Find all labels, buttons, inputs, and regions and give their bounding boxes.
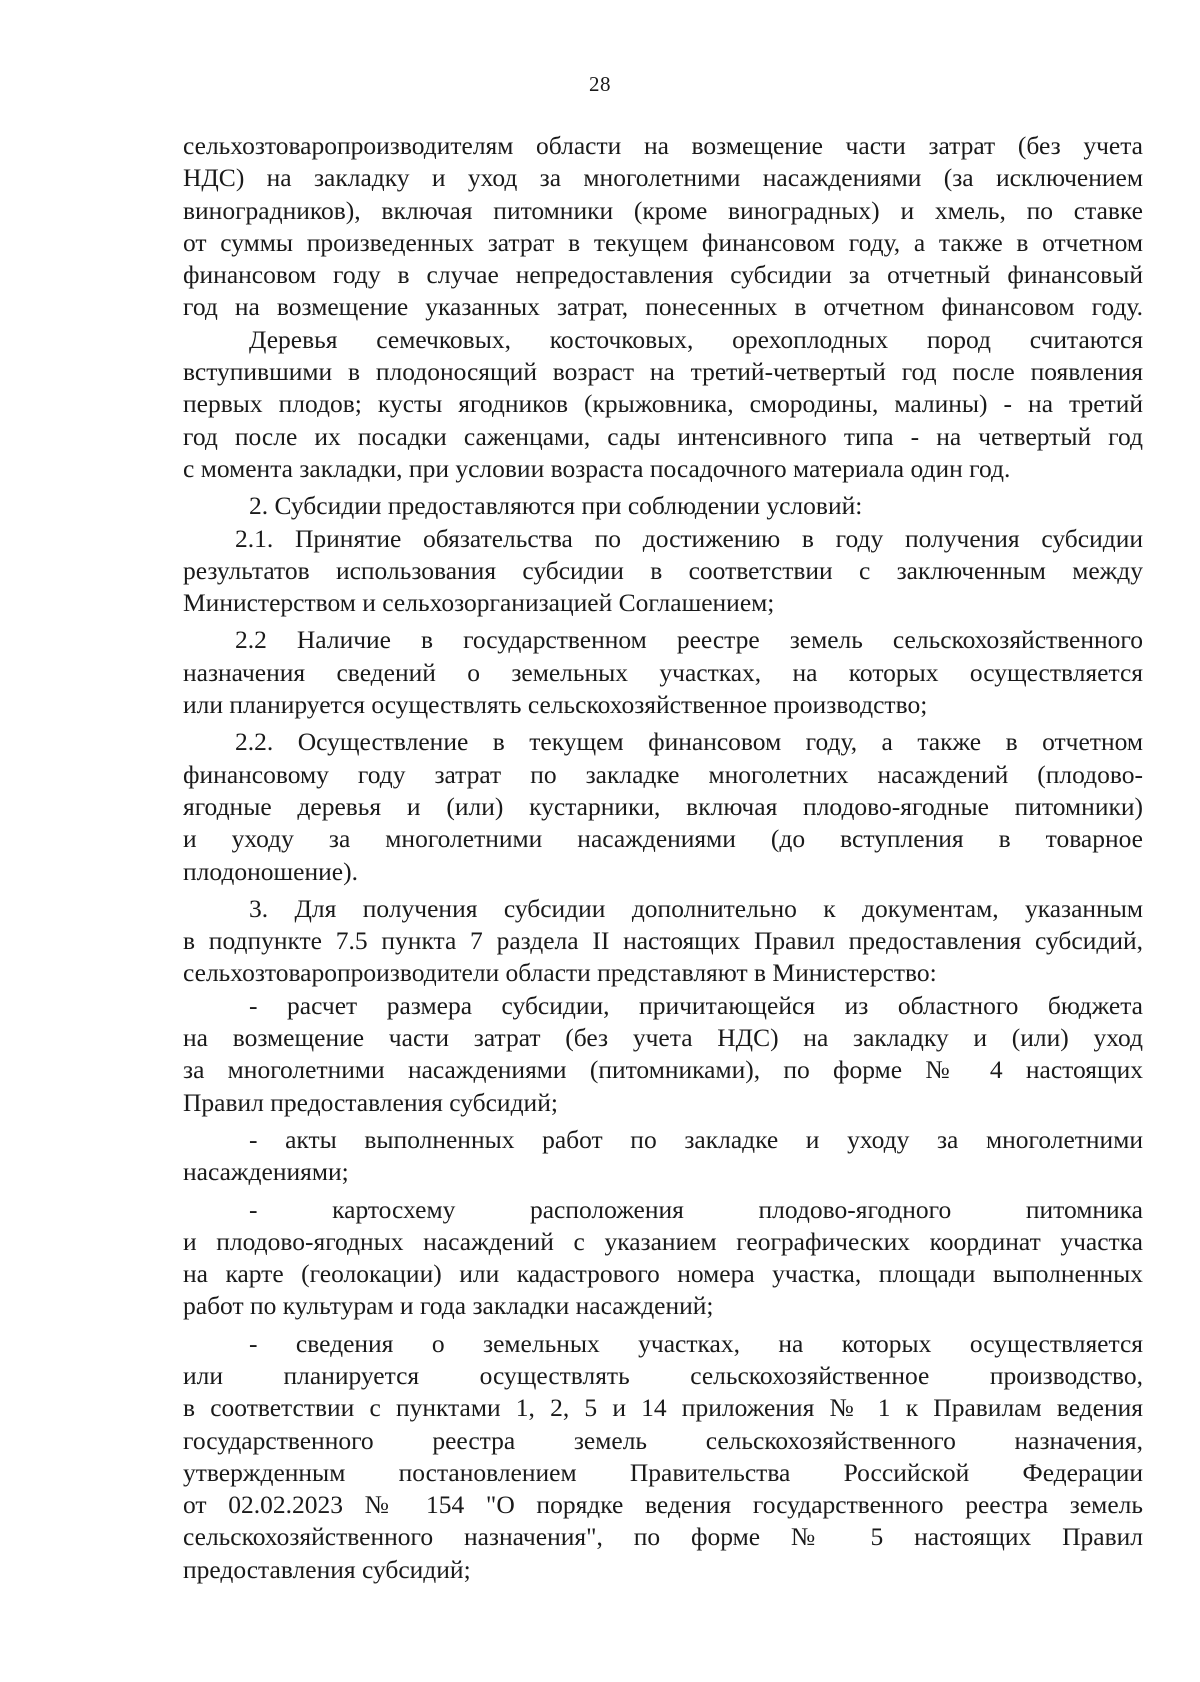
- list-item: [183, 990, 1143, 1119]
- page-number: 28: [589, 72, 611, 96]
- text-line: в соответствии с пунктами 1, 2, 5 и 14 приложения № 1 к Правилам ведения: [183, 1393, 1143, 1423]
- document-body: [183, 130, 1143, 1586]
- text-line: государственного реестра земель сельскохозяйственного назначения,: [183, 1425, 1143, 1455]
- text-line: вступившими в плодоносящий возраст на третий-четвертый год после появления: [183, 357, 1143, 387]
- text-line: финансовом году в случае непредоставления субсидии за отчетный финансовый: [183, 260, 1143, 290]
- text-line: и уходу за многолетними насаждениями (до вступления в товарное: [183, 824, 1143, 854]
- text-line: первых плодов; кусты ягодников (крыжовника, смородины, малины) - на третий: [183, 389, 1143, 419]
- text-line: насаждениями;: [183, 1157, 349, 1187]
- list-item: [183, 1194, 1143, 1323]
- text-line: - сведения о земельных участках, на которых осуществляется: [249, 1328, 1143, 1358]
- text-line: сельхозтоваропроизводителям области на возмещение части затрат (без учета: [183, 131, 1143, 160]
- text-line: назначения сведений о земельных участках, на которых осуществляется: [183, 657, 1143, 687]
- paragraph: [183, 324, 1143, 485]
- text-line: 2.2. Осуществление в текущем финансовом году, а также в отчетном: [235, 727, 1143, 757]
- text-line: Министерством и сельхозорганизацией Соглашением;: [183, 588, 775, 618]
- text-line: утвержденным постановлением Правительства Российской Федерации: [183, 1457, 1143, 1487]
- text-line: НДС) на закладку и уход за многолетними насаждениями (за исключением: [183, 163, 1143, 193]
- text-line: ягодные деревья и (или) кустарники, включая плодово-ягодные питомники): [183, 791, 1143, 821]
- text-line: работ по культурам и года закладки насаждений;: [183, 1291, 714, 1321]
- text-line: с момента закладки, при условии возраста посадочного материала один год.: [183, 453, 1011, 483]
- text-line: сельхозтоваропроизводители области представляют в Министерство:: [183, 958, 937, 988]
- text-line: на карте (геолокации) или кадастрового номера участка, площади выполненных: [183, 1259, 1143, 1289]
- paragraph: [183, 130, 1143, 324]
- text-line: результатов использования субсидии в соответствии с заключенным между: [183, 555, 1143, 585]
- paragraph: [183, 624, 1143, 721]
- text-line: плодоношение).: [183, 856, 358, 886]
- text-line: год на возмещение указанных затрат, понесенных в отчетном финансовом году.: [183, 292, 1143, 322]
- text-line: от суммы произведенных затрат в текущем финансовом году, а также в отчетном: [183, 227, 1143, 257]
- text-line: в подпункте 7.5 пункта 7 раздела II настоящих Правил предоставления субсидий,: [183, 926, 1143, 956]
- text-line: или планируется осуществлять сельскохозяйственное производство;: [183, 690, 928, 720]
- text-line: - расчет размера субсидии, причитающейся из областного бюджета: [249, 990, 1143, 1020]
- text-line: виноградников), включая питомники (кроме виноградных) и хмель, по ставке: [183, 195, 1143, 225]
- text-line: 2.1. Принятие обязательства по достижению в году получения субсидии: [235, 523, 1143, 553]
- text-line: - акты выполненных работ по закладке и уходу за многолетними: [249, 1124, 1143, 1154]
- paragraph: [183, 490, 1143, 522]
- text-line: от 02.02.2023 № 154 "О порядке ведения государственного реестра земель: [183, 1490, 1143, 1520]
- text-line: 2. Субсидии предоставляются при соблюдении условий:: [249, 491, 863, 521]
- text-line: предоставления субсидий;: [183, 1554, 471, 1584]
- text-line: - картосхему расположения плодово-ягодного питомника: [249, 1194, 1143, 1224]
- list-item: [183, 1328, 1143, 1586]
- text-line: сельскохозяйственного назначения", по форме № 5 настоящих Правил: [183, 1522, 1143, 1552]
- text-line: 3. Для получения субсидии дополнительно к документам, указанным: [249, 893, 1143, 923]
- text-line: год после их посадки саженцами, сады интенсивного типа - на четвертый год: [183, 421, 1143, 451]
- text-line: Деревья семечковых, косточковых, орехоплодных пород считаются: [249, 324, 1143, 354]
- text-line: на возмещение части затрат (без учета НДС) на закладку и (или) уход: [183, 1023, 1143, 1053]
- text-line: и плодово-ягодных насаждений с указанием географических координат участка: [183, 1226, 1143, 1256]
- text-line: или планируется осуществлять сельскохозяйственное производство,: [183, 1360, 1143, 1390]
- text-line: финансовому году затрат по закладке многолетних насаждений (плодово-: [183, 759, 1143, 789]
- text-line: Правил предоставления субсидий;: [183, 1087, 558, 1117]
- text-line: 2.2 Наличие в государственном реестре земель сельскохозяйственного: [235, 625, 1143, 655]
- paragraph: [183, 523, 1143, 620]
- text-line: за многолетними насаждениями (питомниками), по форме № 4 настоящих: [183, 1055, 1143, 1085]
- paragraph: [183, 726, 1143, 887]
- list-item: [183, 1124, 1143, 1189]
- paragraph: [183, 893, 1143, 990]
